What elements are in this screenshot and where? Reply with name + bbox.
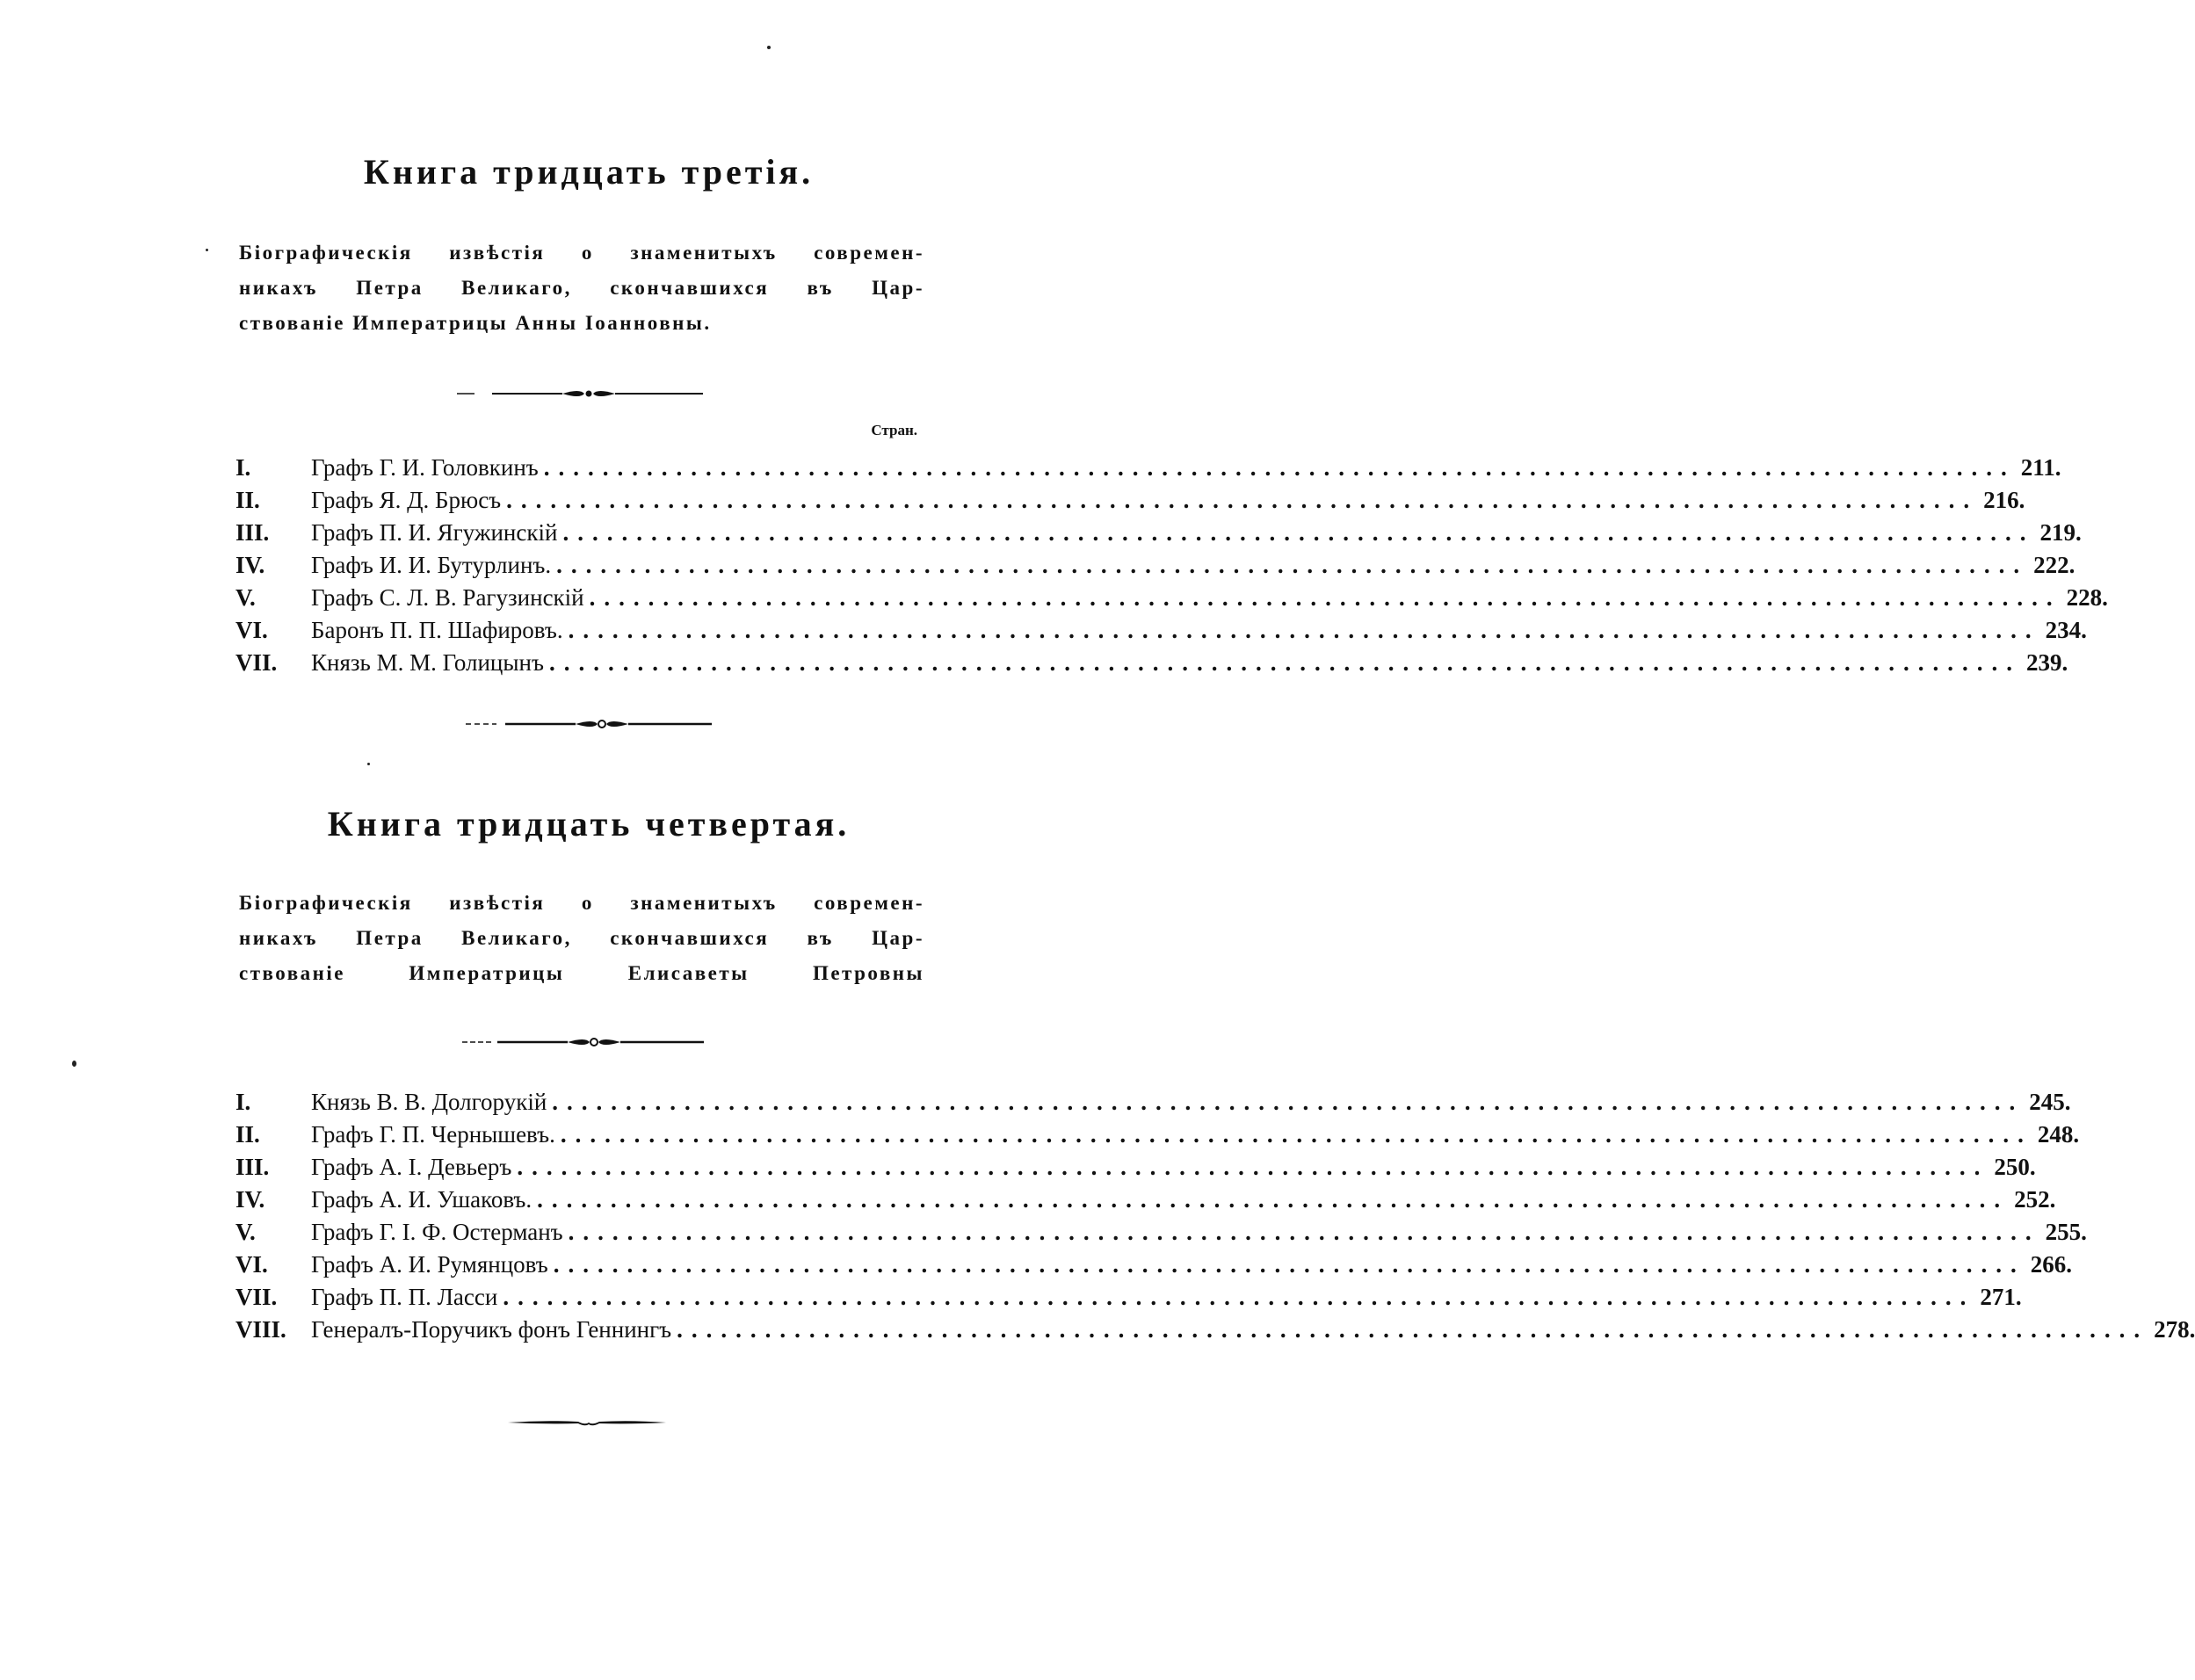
- entry-page: 239.: [2025, 649, 2068, 676]
- entry-name: Графъ Я. Д. Брюсъ: [311, 487, 502, 513]
- entry-number: III.: [235, 1154, 270, 1180]
- dot-leader: ....................................................................................................: [552, 1089, 2025, 1115]
- entry-number: VII.: [235, 649, 278, 676]
- dot-leader: ....................................................................................................: [506, 487, 1979, 513]
- toc-entry: [235, 1186, 2056, 1219]
- dot-leader: ....................................................................................................: [560, 1121, 2032, 1148]
- entry-page: 255.: [2045, 1219, 2087, 1245]
- toc-entry: [235, 1251, 2072, 1284]
- ornament-divider: [466, 713, 721, 735]
- toc-entry: [235, 617, 2087, 649]
- dot-leader: ....................................................................................................: [677, 1316, 2149, 1343]
- entry-number: I.: [235, 1089, 251, 1115]
- dot-leader: ....................................................................................................: [503, 1284, 1975, 1310]
- ornament-divider: [457, 383, 712, 404]
- dot-leader: ....................................................................................................: [543, 454, 2016, 481]
- toc-entry: [235, 487, 2025, 519]
- entry-name: Графъ А. И. Ушаковъ.: [311, 1186, 532, 1213]
- toc-entry: [235, 584, 2108, 617]
- ink-speck: [206, 249, 208, 251]
- entry-page: 234.: [2045, 617, 2087, 643]
- entry-name: Генералъ-Поручикъ фонъ Геннингъ: [311, 1316, 672, 1343]
- entry-number: III.: [235, 519, 270, 546]
- entry-page: 219.: [2039, 519, 2082, 546]
- entry-name: Графъ А. І. Девьеръ: [311, 1154, 512, 1180]
- entry-page: 252.: [2014, 1186, 2056, 1213]
- entry-number: V.: [235, 584, 256, 611]
- book-33-description-line: Біографическія извѣстія о знаменитыхъ современ-: [239, 242, 924, 264]
- book-33-contents: [235, 454, 2108, 682]
- book-33-title: Книга тридцать третія.: [363, 152, 815, 192]
- entry-name: Графъ Г. И. Головкинъ: [311, 454, 539, 481]
- entry-name: Графъ Г. П. Чернышевъ.: [311, 1121, 555, 1148]
- entry-page: 278.: [2154, 1316, 2195, 1343]
- toc-entry: [235, 1089, 2071, 1121]
- entry-page: 222.: [2033, 552, 2075, 578]
- ink-speck: [367, 763, 370, 765]
- dot-leader: ....................................................................................................: [537, 1186, 2010, 1213]
- entry-page: 228.: [2066, 584, 2108, 611]
- ink-speck: [72, 1061, 76, 1067]
- dot-leader: ....................................................................................................: [517, 1154, 1989, 1180]
- dot-leader: ....................................................................................................: [568, 617, 2040, 643]
- book-34-description: [239, 886, 924, 991]
- entry-page: 271.: [1980, 1284, 2022, 1310]
- book-34-title: Книга тридцать четвертая.: [327, 804, 851, 844]
- entry-number: II.: [235, 1121, 260, 1148]
- toc-entry: [235, 1219, 2087, 1251]
- book-33-description-line: никахъ Петра Великаго, скончавшихся въ Цар-: [239, 277, 924, 299]
- entry-name: Графъ П. И. Ягужинскій: [311, 519, 558, 546]
- entry-page: 245.: [2029, 1089, 2071, 1115]
- toc-entry: [235, 649, 2068, 682]
- entry-number: VIII.: [235, 1316, 286, 1343]
- toc-entry: [235, 454, 2061, 487]
- entry-name: Князь В. В. Долгорукій: [311, 1089, 547, 1115]
- book-33-description-line: ствованіе Императрицы Анны Іоанновны.: [239, 312, 712, 334]
- dot-leader: ....................................................................................................: [553, 1251, 2025, 1278]
- entry-name: Графъ Г. І. Ф. Остерманъ: [311, 1219, 563, 1245]
- toc-entry: [235, 519, 2082, 552]
- entry-name: Баронъ П. П. Шафировъ.: [311, 617, 563, 643]
- entry-number: VI.: [235, 617, 268, 643]
- entry-number: VII.: [235, 1284, 278, 1310]
- book-34-contents: [235, 1089, 2195, 1349]
- entry-number: IV.: [235, 552, 265, 578]
- dot-leader: ....................................................................................................: [589, 584, 2061, 611]
- toc-entry: [235, 1316, 2195, 1349]
- book-34-description-line: Біографическія извѣстія о знаменитыхъ современ-: [239, 892, 924, 914]
- entry-name: Графъ А. И. Румянцовъ: [311, 1251, 548, 1278]
- entry-number: V.: [235, 1219, 256, 1245]
- entry-name: Графъ И. И. Бутурлинъ.: [311, 552, 552, 578]
- entry-number: II.: [235, 487, 260, 513]
- closing-rule: [508, 1416, 666, 1429]
- page-column-label: Стран.: [871, 422, 917, 438]
- dot-leader: ....................................................................................................: [562, 519, 2035, 546]
- dot-leader: ....................................................................................................: [548, 649, 2021, 676]
- entry-name: Графъ П. П. Ласси: [311, 1284, 498, 1310]
- entry-name: Графъ С. Л. В. Рагузинскій: [311, 584, 584, 611]
- book-33-description: [239, 235, 924, 341]
- entry-number: IV.: [235, 1186, 265, 1213]
- book-34-description-line: никахъ Петра Великаго, скончавшихся въ Цар-: [239, 927, 924, 949]
- entry-page: 248.: [2037, 1121, 2080, 1148]
- toc-entry: [235, 552, 2075, 584]
- dot-leader: ....................................................................................................: [568, 1219, 2040, 1245]
- entry-page: 266.: [2030, 1251, 2072, 1278]
- entry-name: Князь М. М. Голицынъ: [311, 649, 544, 676]
- entry-number: VI.: [235, 1251, 268, 1278]
- book-34-description-line: ствованіе Императрицы Елисаветы Петровны: [239, 962, 924, 984]
- entry-page: 216.: [1983, 487, 2025, 513]
- entry-page: 211.: [2020, 454, 2061, 481]
- toc-entry: [235, 1154, 2036, 1186]
- toc-entry: [235, 1284, 2022, 1316]
- dot-leader: ....................................................................................................: [556, 552, 2029, 578]
- toc-entry: [235, 1121, 2080, 1154]
- ornament-divider: [462, 1032, 717, 1053]
- ink-speck: [767, 46, 771, 49]
- entry-number: I.: [235, 454, 251, 481]
- entry-page: 250.: [1994, 1154, 2036, 1180]
